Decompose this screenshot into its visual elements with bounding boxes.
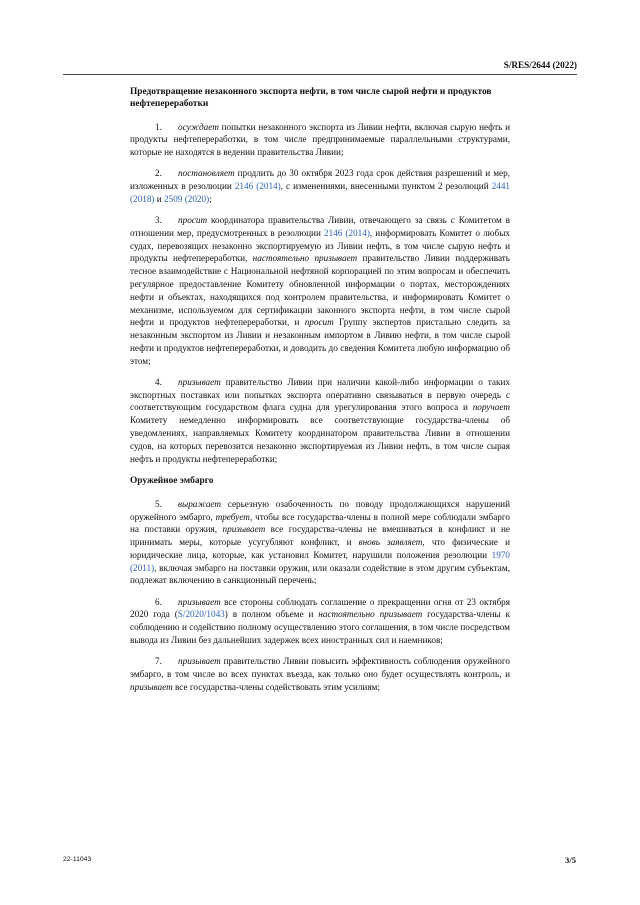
paragraph-number: 3. — [155, 214, 162, 225]
paragraph-6: 6. призывает все стороны соблюдать соглашение о прекращении огня от 23 октября 2020 года (S/2020/1043) в полном объеме и настоятельно призывает государства-члены к соблюдению и содействию полному осуществлению этого соглашения, в том числе посредством вывода из Ливии без дальнейших задержек всех иностранных сил и наемников; — [130, 596, 510, 645]
paragraph-7: 7. призывает правительство Ливии повысить эффективность соблюдения оружейного эмбарго, в том числе во всех пунктах въезда, как только оно будет осуществлять контроль, и призывает все государства-члены содействовать этим усилиям; — [130, 656, 510, 692]
operative-verb: настоятельно призывает — [252, 253, 358, 264]
operative-verb: осуждает — [178, 121, 219, 132]
document-symbol: S/RES/2644 (2022) — [503, 60, 577, 70]
operative-verb: требует — [215, 511, 250, 522]
resolution-link[interactable]: 2441 (2018) — [130, 181, 510, 204]
paragraph-number: 7. — [155, 656, 162, 667]
operative-verb: призывает — [178, 596, 221, 607]
operative-verb: призывает — [222, 524, 266, 535]
paragraph-1: 1. осуждает попытки незаконного экспорта из Ливии нефти, включая сырую нефть и продукты нефтепереработки, в том числе предпринимаемые параллельными структурами, которые не находятся в ведении правительства Ливии; — [130, 121, 510, 158]
operative-verb: призывает — [178, 656, 221, 667]
operative-verb: призывает — [178, 376, 221, 387]
paragraph-number: 1. — [155, 121, 162, 132]
paragraph-4: 4. призывает правительство Ливии при наличии какой-либо информации о таких экспортных поставках или попытках экспорта оперативно связываться в первую очередь с соответствующим государством флага судна для урегулирования этого вопроса и поручает Комитету немедленно информировать все соответствующие государства-члены об уведомлениях, направляемых Комитету координатором правительства Ливии в отношении судов, на которых перевозится незаконно экспортируемая из Ливии нефть, в том числе сырая нефть и продукты нефтепереработки; — [130, 376, 510, 464]
resolution-link[interactable]: 2509 (2020) — [164, 193, 210, 204]
paragraph-5: 5. выражает серьезную озабоченность по поводу продолжающихся нарушений оружейного эмбарго, требует, чтобы все государства-члены в полной мере соблюдали эмбарго на поставки оружия, призывает все государства-члены не вмешиваться в конфликт и не принимать меры, которые усугубляют конфликт, и вновь заявляет, что физические и юридические лица, которые, как установил Комитет, нарушили положения резолюции 1970 (2011), включая эмбарго на поставки оружия, или оказали содействие в этом другим субъектам, подлежат включению в санкционный перечень; — [130, 498, 511, 586]
footer-document-id: 22-11043 — [63, 856, 92, 863]
paragraph-number: 4. — [155, 376, 162, 387]
resolution-link[interactable]: 2146 (2014) — [234, 181, 281, 192]
document-body — [130, 86, 510, 702]
operative-verb: призывает — [130, 681, 173, 692]
operative-verb: постановляет — [178, 168, 235, 179]
operative-verb: поручает — [472, 402, 510, 413]
operative-verb: выражает — [178, 498, 222, 509]
page-header — [63, 60, 577, 75]
operative-verb: вновь заявляет — [358, 537, 423, 548]
footer-page-number: 3/5 — [565, 855, 576, 865]
section-heading-arms-embargo: Оружейное эмбарго — [130, 476, 214, 487]
paragraph-number: 5. — [155, 498, 162, 509]
resolution-link[interactable]: 1970 (2011) — [130, 549, 510, 573]
paragraph-3: 3. просит координатора правительства Ливии, отвечающего за связь с Комитетом в отношении мер, предусмотренных в резолюции 2146 (2014), информировать Комитет о любых судах, перевозящих незаконно экспортируемую из Ливии нефть, в том числе сырую нефть и продукты нефтепереработки, настоятельно призывает правительство Ливии поддерживать тесное взаимодействие с Национальной нефтяной корпорацией по этим вопросам и обеспечить регулярное предоставление Комитету обновленной информации о портах, месторождениях нефти и объектах, находящихся под контролем правительства, и информировать Комитет о механизме, используемом для сертификации законного экспорта нефти, в том числе сырой нефти и продуктов нефтепереработки, и просит Группу экспертов пристально следить за незаконным экспортом из Ливии и незаконным импортом в Ливию нефти, в том числе сырой нефти и продуктов нефтепереработки, и доводить до сведения Комитета любую информацию об этом; — [130, 214, 510, 366]
resolution-link[interactable]: 2146 (2014) — [323, 227, 370, 238]
operative-verb: настоятельно призывает — [318, 609, 423, 620]
operative-verb: просит — [178, 214, 208, 225]
document-link[interactable]: S/2020/1043 — [177, 609, 225, 620]
paragraph-2: 2. постановляет продлить до 30 октября 2023 года срок действия разрешений и мер, изложенных в резолюции 2146 (2014), с изменениями, внесенными пунктом 2 резолюций 2441 (2018) и 2509 (2020); — [130, 168, 510, 204]
operative-verb: просит — [304, 317, 334, 328]
paragraph-number: 6. — [155, 596, 162, 607]
section-heading-oil-export: Предотвращение незаконного экспорта нефти, в том числе сырой нефти и продуктов нефтепереработки — [130, 87, 492, 110]
paragraph-number: 2. — [155, 168, 162, 179]
